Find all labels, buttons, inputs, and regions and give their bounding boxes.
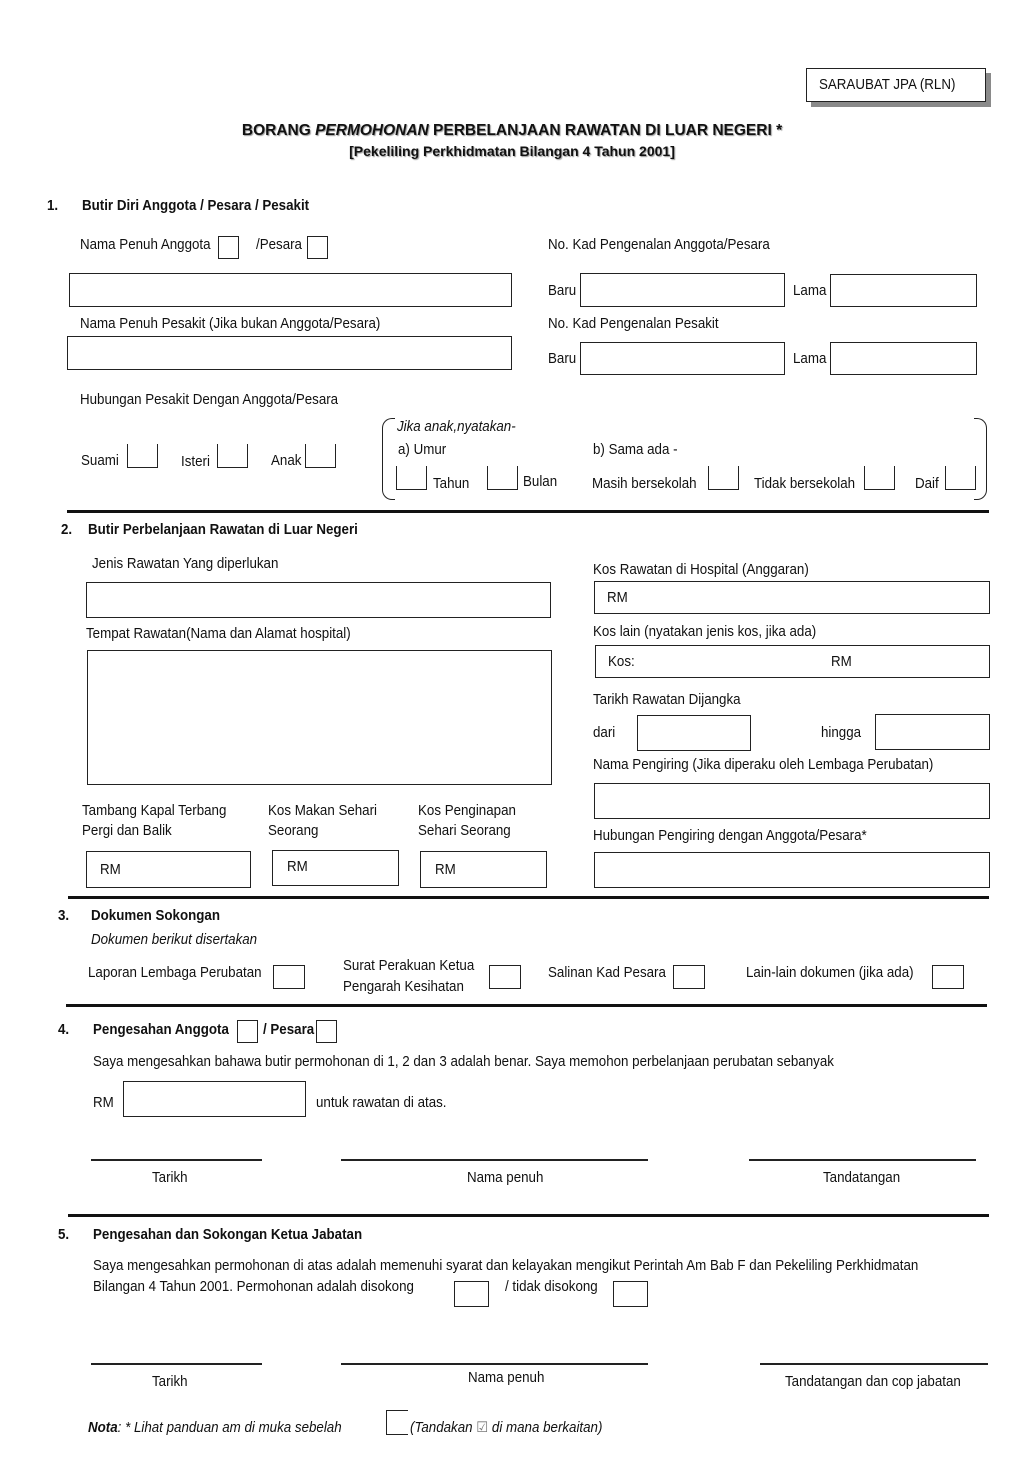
disabled-label: Daif	[915, 476, 939, 492]
section4-title-pensioner: / Pesara	[263, 1022, 315, 1038]
section5-number: 5.	[58, 1227, 70, 1243]
other-cost-field[interactable]	[595, 645, 990, 678]
hod-date-label: Tarikh	[152, 1374, 188, 1390]
treatment-date-label: Tarikh Rawatan Dijangka	[593, 692, 741, 708]
hod-signature-line[interactable]	[760, 1363, 988, 1365]
patient-ic-old-label: Lama	[793, 351, 827, 367]
escort-relationship-field[interactable]	[594, 852, 990, 888]
relationship-label: Hubungan Pesakit Dengan Anggota/Pesara	[80, 392, 339, 408]
member-ic-old-label: Lama	[793, 283, 827, 299]
section5-title: Pengesahan dan Sokongan Ketua Jabatan	[93, 1227, 363, 1243]
section5-statement-line1: Saya mengesahkan permohonan di atas adalah memenuhi syarat dan kelayakan mengikut Perintah Am Bab F dan Pekeliling Perkhidmatan	[93, 1258, 919, 1274]
airfare-label-line1: Tambang Kapal Terbang	[82, 803, 227, 819]
doc-other-label: Lain-lain dokumen (jika ada)	[746, 965, 914, 981]
husband-label: Suami	[81, 453, 119, 469]
pensioner-checkbox[interactable]	[307, 236, 328, 259]
form-title: BORANG PERMOHONAN PERBELANJAAN RAWATAN DI LUAR NEGERI *	[241, 122, 783, 139]
age-label: a) Umur	[398, 442, 447, 458]
escort-name-field[interactable]	[594, 783, 990, 819]
months-label: Bulan	[523, 474, 558, 490]
member-ic-label: No. Kad Pengenalan Anggota/Pesara	[548, 237, 770, 253]
treatment-type-label: Jenis Rawatan Yang diperlukan	[92, 556, 279, 572]
section4-statement: Saya mengesahkan bahawa butir permohonan di 1, 2 dan 3 adalah benar. Saya memohon perbelanjaan perubatan sebanyak	[93, 1054, 834, 1070]
section1-title: Butir Diri Anggota / Pesara / Pesakit	[82, 198, 310, 214]
member-ic-new-field[interactable]	[580, 273, 785, 307]
hod-date-signature-line[interactable]	[91, 1363, 262, 1365]
lodging-label-line1: Kos Penginapan	[418, 803, 516, 819]
hod-full-name-label: Nama penuh	[468, 1370, 545, 1386]
form-reference-code	[806, 68, 986, 102]
doc-pension-card-label: Salinan Kad Pesara	[548, 965, 666, 981]
section2-number: 2.	[61, 522, 73, 538]
not-supported-label: / tidak disokong	[505, 1279, 598, 1295]
patient-ic-new-label: Baru	[548, 351, 577, 367]
section-divider	[68, 896, 989, 899]
doc-dg-letter-checkbox[interactable]	[489, 965, 521, 989]
wife-checkbox[interactable]	[217, 444, 248, 468]
section-divider	[66, 1004, 987, 1007]
section5-statement-line2: Bilangan 4 Tahun 2001. Permohonan adalah disokong	[93, 1279, 414, 1295]
airfare-currency: RM	[100, 862, 121, 878]
section3-subtitle: Dokumen berikut disertakan	[91, 932, 258, 948]
doc-medical-board-label: Laporan Lembaga Perubatan	[88, 965, 262, 981]
full-name-label: Nama penuh	[467, 1170, 544, 1186]
other-cost-currency: RM	[831, 654, 852, 670]
child-details-brace-left	[382, 418, 395, 500]
member-name-label: Nama Penuh Anggota	[80, 237, 211, 253]
if-child-label: Jika anak,nyatakan-	[397, 419, 516, 435]
signature-line[interactable]	[749, 1159, 976, 1161]
doc-dg-letter-label-line1: Surat Perakuan Ketua	[343, 958, 475, 974]
patient-ic-label: No. Kad Pengenalan Pesakit	[548, 316, 719, 332]
child-label: Anak	[271, 453, 302, 469]
section3-number: 3.	[58, 908, 70, 924]
section2-title: Butir Perbelanjaan Rawatan di Luar Negeri	[88, 522, 358, 538]
hod-name-signature-line[interactable]	[341, 1363, 648, 1365]
signature-label: Tandatangan	[823, 1170, 901, 1186]
date-label: Tarikh	[152, 1170, 188, 1186]
airfare-field[interactable]	[86, 851, 251, 888]
amount-currency-label: RM	[93, 1095, 114, 1111]
tick-example-box	[386, 1410, 408, 1435]
amount-suffix: untuk rawatan di atas.	[316, 1095, 447, 1111]
wife-label: Isteri	[181, 454, 210, 470]
place-field[interactable]	[87, 650, 552, 785]
not-schooling-checkbox[interactable]	[864, 466, 895, 490]
pensioner-label: /Pesara	[256, 237, 302, 253]
section-divider	[68, 1214, 989, 1217]
meal-currency: RM	[287, 859, 308, 875]
footer-note: Nota: * Lihat panduan am di muka sebelah	[88, 1420, 342, 1436]
hod-signature-stamp-label: Tandatangan dan cop jabatan	[785, 1374, 961, 1390]
other-cost-label: Kos lain (nyatakan jenis kos, jika ada)	[593, 624, 817, 640]
doc-dg-letter-label-line2: Pengarah Kesihatan	[343, 979, 464, 995]
date-to-field[interactable]	[875, 714, 990, 750]
meal-cost-field[interactable]	[272, 850, 399, 886]
escort-relationship-label: Hubungan Pengiring dengan Anggota/Pesara*	[593, 828, 867, 844]
meal-label-line1: Kos Makan Sehari	[268, 803, 378, 819]
years-label: Tahun	[433, 476, 470, 492]
schooling-checkbox[interactable]	[708, 466, 739, 490]
name-signature-line[interactable]	[341, 1159, 648, 1161]
form-subtitle: [Pekeliling Perkhidmatan Bilangan 4 Tahun 2001]	[349, 143, 675, 159]
doc-other-checkbox[interactable]	[932, 965, 964, 989]
member-ic-old-field[interactable]	[830, 274, 977, 307]
section1-number: 1.	[47, 198, 59, 214]
confirm-member-checkbox[interactable]	[237, 1020, 258, 1043]
tick-instruction: (Tandakan ☑ di mana berkaitan)	[410, 1420, 603, 1436]
lodging-currency: RM	[435, 862, 456, 878]
child-details-brace-right	[974, 418, 987, 500]
section3-title: Dokumen Sokongan	[91, 908, 220, 924]
child-checkbox[interactable]	[305, 444, 336, 468]
disabled-checkbox[interactable]	[945, 466, 976, 490]
member-name-field[interactable]	[69, 273, 512, 307]
place-label: Tempat Rawatan(Nama dan Alamat hospital)	[86, 626, 351, 642]
meal-label-line2: Seorang	[268, 823, 319, 839]
not-supported-checkbox[interactable]	[613, 1281, 648, 1307]
not-schooling-label: Tidak bersekolah	[754, 476, 856, 492]
doc-medical-board-checkbox[interactable]	[273, 965, 305, 989]
age-years-field[interactable]	[396, 466, 427, 490]
lodging-cost-field[interactable]	[420, 851, 547, 888]
doc-pension-card-checkbox[interactable]	[673, 965, 705, 989]
section4-title-member: Pengesahan Anggota	[93, 1022, 229, 1038]
hospital-cost-label: Kos Rawatan di Hospital (Anggaran)	[593, 562, 809, 578]
member-ic-new-label: Baru	[548, 283, 577, 299]
member-checkbox[interactable]	[218, 236, 239, 259]
escort-name-label: Nama Pengiring (Jika diperaku oleh Lembaga Perubatan)	[593, 757, 934, 773]
amount-field[interactable]	[123, 1081, 306, 1117]
supported-checkbox[interactable]	[454, 1281, 489, 1307]
from-label: dari	[593, 725, 616, 741]
treatment-type-field[interactable]	[86, 582, 551, 618]
form-reference-text: SARAUBAT JPA (RLN)	[819, 77, 956, 93]
husband-checkbox[interactable]	[127, 444, 158, 468]
date-from-field[interactable]	[637, 715, 751, 751]
airfare-label-line2: Pergi dan Balik	[82, 823, 172, 839]
schooling-label: Masih bersekolah	[592, 476, 697, 492]
date-signature-line[interactable]	[91, 1159, 262, 1161]
other-cost-prefix: Kos:	[608, 654, 635, 670]
hospital-cost-currency: RM	[607, 590, 628, 606]
age-months-field[interactable]	[487, 466, 518, 490]
hospital-cost-field[interactable]	[594, 581, 990, 614]
lodging-label-line2: Sehari Seorang	[418, 823, 511, 839]
patient-name-field[interactable]	[67, 336, 512, 370]
patient-name-label: Nama Penuh Pesakit (Jika bukan Anggota/Pesara)	[80, 316, 381, 332]
confirm-pensioner-checkbox[interactable]	[316, 1020, 337, 1043]
section4-number: 4.	[58, 1022, 70, 1038]
patient-ic-old-field[interactable]	[830, 342, 977, 375]
tick-icon: ☑	[476, 1420, 489, 1436]
whether-label: b) Sama ada -	[593, 442, 678, 458]
patient-ic-new-field[interactable]	[580, 342, 785, 375]
to-label: hingga	[821, 725, 862, 741]
section-divider	[67, 510, 989, 513]
